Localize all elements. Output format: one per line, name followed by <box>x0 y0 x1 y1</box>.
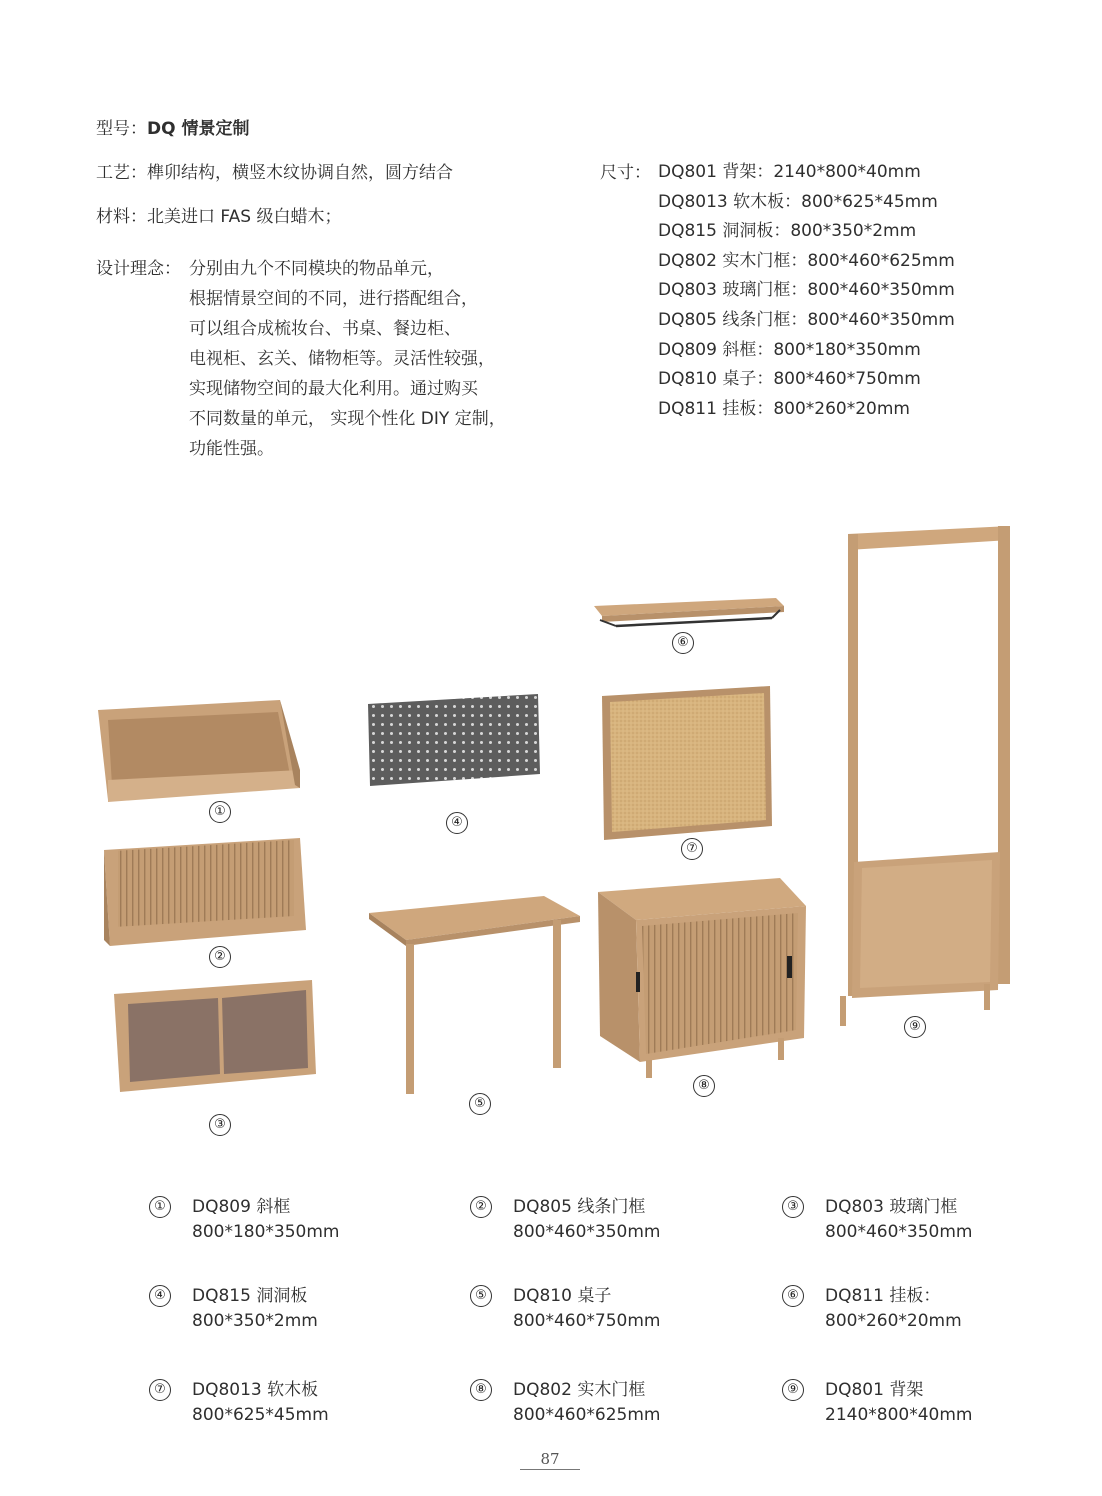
size-line: DQ810 桌子：800*460*750mm <box>658 369 921 390</box>
legend-name: DQ809 斜框 <box>192 1197 291 1217</box>
illus-number-9: ⑨ <box>904 1016 926 1038</box>
illus-number-2: ② <box>209 946 231 968</box>
illus-number-5: ⑤ <box>469 1093 491 1115</box>
illus-number-7: ⑦ <box>681 838 703 860</box>
size-line: DQ801 背架：2140*800*40mm <box>658 162 921 182</box>
material-line: 材料：北美进口 FAS 级白蜡木； <box>96 207 342 227</box>
corkboard-dq8013 <box>602 686 772 840</box>
design-line: 功能性强。 <box>189 439 274 459</box>
pegboard-dq815 <box>368 694 540 786</box>
size-line: DQ815 洞洞板：800*350*2mm <box>658 221 917 242</box>
design-line: 实现储物空间的最大化利用。通过购买 <box>189 379 478 399</box>
size-line: DQ811 挂板：800*260*20mm <box>658 398 910 419</box>
legend-number: ⑦ <box>149 1379 171 1401</box>
illus-number-1: ① <box>209 801 231 823</box>
illus-number-8: ⑧ <box>693 1075 715 1097</box>
slant-box-dq809 <box>98 700 300 802</box>
legend-dims: 800*460*625mm <box>513 1405 661 1425</box>
legend-number: ⑤ <box>470 1285 492 1307</box>
legend-number: ① <box>149 1196 171 1218</box>
legend-dims: 2140*800*40mm <box>825 1405 973 1425</box>
model-label: 型号： <box>96 119 147 139</box>
size-line: DQ809 斜框：800*180*350mm <box>658 339 921 360</box>
legend-number: ⑥ <box>782 1285 804 1307</box>
legend-name: DQ810 桌子 <box>513 1286 612 1306</box>
legend-number: ③ <box>782 1196 804 1218</box>
size-line: DQ803 玻璃门框：800*460*350mm <box>658 280 955 301</box>
size-line: DQ802 实木门框：800*460*625mm <box>658 250 955 271</box>
size-line: DQ805 线条门框：800*460*350mm <box>658 309 955 330</box>
design-line: 电视柜、玄关、储物柜等。灵活性较强， <box>189 349 495 369</box>
page-number: 87 <box>520 1450 580 1470</box>
table-dq810 <box>369 896 580 1094</box>
craft-line: 工艺：榫卯结构，横竖木纹协调自然，圆方结合 <box>96 163 453 183</box>
glass-cabinet-dq803 <box>114 980 316 1092</box>
legend-name: DQ811 挂板： <box>825 1286 941 1306</box>
design-line: 不同数量的单元， 实现个性化 DIY 定制， <box>189 409 506 429</box>
design-line: 分别由九个不同模块的物品单元， <box>189 259 444 279</box>
back-frame-dq801 <box>840 526 1010 1026</box>
illus-number-4: ④ <box>446 812 468 834</box>
legend-name: DQ801 背架 <box>825 1380 924 1400</box>
legend-number: ⑨ <box>782 1379 804 1401</box>
legend-name: DQ815 洞洞板 <box>192 1286 308 1306</box>
legend-dims: 800*180*350mm <box>192 1222 340 1242</box>
legend-dims: 800*625*45mm <box>192 1405 329 1425</box>
shelf-dq811 <box>594 598 784 626</box>
wood-cabinet-dq802 <box>598 878 806 1078</box>
legend-name: DQ8013 软木板 <box>192 1380 319 1400</box>
legend-name: DQ803 玻璃门框 <box>825 1197 958 1217</box>
illus-number-3: ③ <box>209 1114 231 1136</box>
design-line: 根据情景空间的不同，进行搭配组合， <box>189 289 478 309</box>
design-label: 设计理念： <box>96 259 181 279</box>
model-value: DQ 情景定制 <box>147 119 250 139</box>
legend-name: DQ805 线条门框 <box>513 1197 646 1217</box>
legend-dims: 800*350*2mm <box>192 1311 318 1331</box>
legend-number: ② <box>470 1196 492 1218</box>
size-label: 尺寸： <box>600 163 651 183</box>
slat-cabinet-dq805 <box>104 838 306 946</box>
legend-number: ④ <box>149 1285 171 1307</box>
legend-dims: 800*260*20mm <box>825 1311 962 1331</box>
legend-name: DQ802 实木门框 <box>513 1380 646 1400</box>
illus-number-6: ⑥ <box>672 632 694 654</box>
design-line: 可以组合成梳妆台、书桌、餐边柜、 <box>189 319 461 339</box>
size-line: DQ8013 软木板：800*625*45mm <box>658 191 938 212</box>
legend-dims: 800*460*750mm <box>513 1311 661 1331</box>
legend-dims: 800*460*350mm <box>825 1222 973 1242</box>
legend-number: ⑧ <box>470 1379 492 1401</box>
legend-dims: 800*460*350mm <box>513 1222 661 1242</box>
